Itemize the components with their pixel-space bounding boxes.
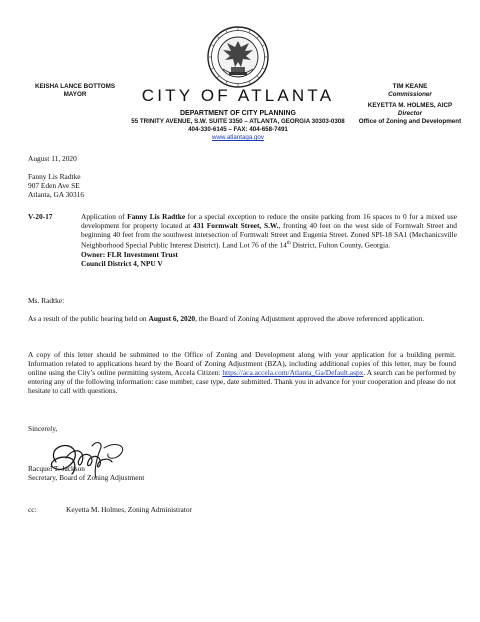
office-name: Office of Zoning and Development <box>358 118 462 125</box>
department-address: 55 TRINITY AVENUE, S.W. SUITE 3350 – ATLANTA, GEORGIA 30303-0308 <box>131 118 345 125</box>
recipient-name: Fanny Lis Radtke <box>28 172 81 181</box>
recipient-street: 907 Eden Ave SE <box>28 181 80 191</box>
signer-name: Racquel T. Jackson <box>28 464 85 473</box>
case-description: Application of Fanny Lis Radtke for a special exception to reduce the onsite parking from 16 spaces to 0 for a mixed use development for property located at 431 Formwalt Street, S.W., fronting 40 feet on the west side of Formwalt Street and beginning 40 feet from the southwest intersection of Formwalt Street and Eugenia Street. Zoned SPI-18 SA1 (Mechanicsville Neighborhood Special Public Interest District). Land Lot 76 of the 14th District, Fulton County, Georgia. Owner: FLR Investment Trust Council District 4, NPU V <box>81 212 457 268</box>
department-phone: 404-330-6145 – FAX: 404-658-7491 <box>188 126 288 133</box>
case-number: V-20-17 <box>28 212 53 221</box>
closing: Sincerely, <box>28 424 58 433</box>
signer-title: Secretary, Board of Zoning Adjustment <box>28 473 145 483</box>
owner-line: Owner: FLR Investment Trust <box>81 249 178 259</box>
commissioner-name: TIM KEANE <box>392 83 428 90</box>
director-name: KEYETTA M. HOLMES, AICP <box>367 102 453 109</box>
approval-paragraph: As a result of the public hearing held on August 6, 2020, the Board of Zoning Adjustment approved the above referenced application. <box>28 314 425 323</box>
department-name: DEPARTMENT OF CITY PLANNING <box>179 110 297 117</box>
department-website-wrap <box>88 134 388 141</box>
cc-name: Keyetta M. Holmes, Zoning Administrator <box>66 505 193 514</box>
mayor-title: MAYOR <box>63 91 87 98</box>
signer-block <box>28 464 248 482</box>
accela-link[interactable]: https://aca.accela.com/Atlanta_Ga/Default.aspx <box>222 368 364 378</box>
recipient-city: Atlanta, GA 30316 <box>28 190 85 200</box>
city-seal-icon <box>207 26 269 88</box>
director-title: Director <box>397 110 423 117</box>
letter-date: August 11, 2020 <box>28 154 77 163</box>
mayor-name: KEISHA LANCE BOTTOMS <box>34 83 116 90</box>
cc-label: cc: <box>28 505 37 514</box>
recipient-block <box>28 172 228 199</box>
department-website[interactable]: www.atlantaga.gov <box>212 134 264 141</box>
property-address: 431 Formwalt Street, S.W. <box>193 221 279 231</box>
city-title: CITY OF ATLANTA <box>141 86 335 105</box>
hearing-date: August 6, 2020 <box>148 314 196 323</box>
instructions-paragraph: A copy of this letter should be submitted to the Office of Zoning and Development along with your application for a building permit. Information related to applications heard by the Board of Zoning Adjustment (BZA), including additional copies of this letter, may be found online using the City’s online permitting system, Accela Citizen: https://aca.accela.com/Atlanta_Ga/Default.aspx. A search can be performed by entering any of the following information: case number, case type, date submitted. Thank you in advance for your cooperation and please do not hesitate to call with questions. <box>28 350 457 396</box>
salutation: Ms. Radtke: <box>28 296 65 305</box>
applicant-name: Fanny Lis Radtke <box>127 212 186 221</box>
commissioner-title: Commissioner <box>388 91 432 98</box>
council-line: Council District 4, NPU V <box>81 258 163 268</box>
